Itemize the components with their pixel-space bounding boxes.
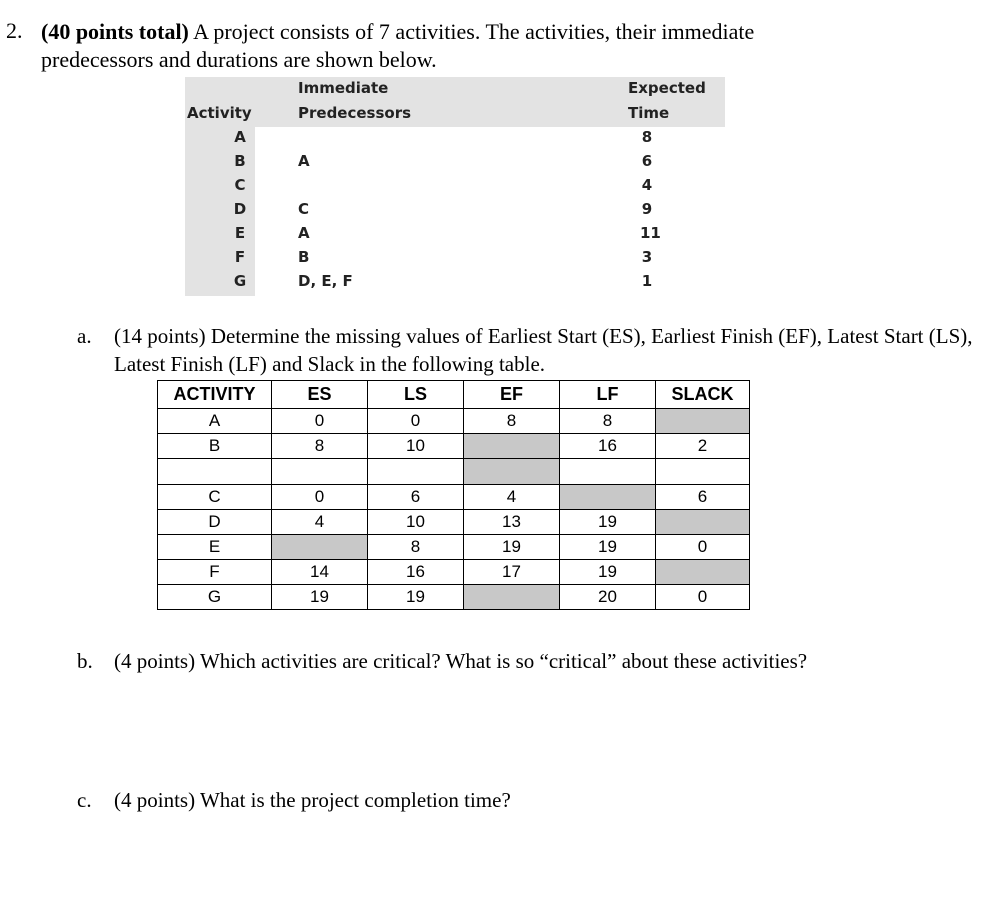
cell-ef: 19 <box>464 535 560 560</box>
cell-ls <box>368 459 464 485</box>
cell-ls: 19 <box>368 585 464 610</box>
activity-id: E <box>234 224 246 242</box>
cell-lf: 8 <box>560 409 656 434</box>
question-points: (40 points total) <box>41 19 189 44</box>
cell-ls: 0 <box>368 409 464 434</box>
table-row <box>158 434 750 459</box>
cell-activity: G <box>158 585 272 610</box>
activity-row <box>185 224 725 248</box>
question-text <box>41 18 941 74</box>
part-c-text: (4 points) What is the project completion time? <box>114 788 511 812</box>
header-es: ES <box>272 381 368 409</box>
cell-activity: D <box>158 510 272 535</box>
header-slack: SLACK <box>656 381 750 409</box>
cell-ls: 8 <box>368 535 464 560</box>
question-line2: predecessors and durations are shown below. <box>41 47 437 72</box>
cell-es: 4 <box>272 510 368 535</box>
question-number: 2. <box>6 18 23 43</box>
cell-lf: 20 <box>560 585 656 610</box>
header-time-line2: Time <box>628 104 670 122</box>
table-row <box>158 560 750 585</box>
activity-time: 11 <box>640 224 661 242</box>
activity-time: 1 <box>641 272 653 290</box>
cell-es: 8 <box>272 434 368 459</box>
activity-time: 3 <box>641 248 653 266</box>
table-row <box>158 535 750 560</box>
activity-id: A <box>234 128 246 146</box>
cell-activity: A <box>158 409 272 434</box>
activity-row <box>185 272 725 296</box>
header-ls: LS <box>368 381 464 409</box>
cell-slack-missing <box>656 409 750 434</box>
header-activity: ACTIVITY <box>158 381 272 409</box>
cell-lf: 19 <box>560 560 656 585</box>
cell-lf-missing <box>560 485 656 510</box>
cell-slack: 6 <box>656 485 750 510</box>
cell-ls: 16 <box>368 560 464 585</box>
cell-ef-missing <box>464 585 560 610</box>
cell-ls: 10 <box>368 434 464 459</box>
cell-lf: 19 <box>560 510 656 535</box>
activity-id: F <box>234 248 246 266</box>
part-a-label: a. <box>77 324 92 348</box>
cell-es: 14 <box>272 560 368 585</box>
header-ef: EF <box>464 381 560 409</box>
cell-lf: 16 <box>560 434 656 459</box>
cell-es: 0 <box>272 485 368 510</box>
activity-predecessors: A <box>298 152 310 170</box>
activity-row <box>185 128 725 152</box>
cell-slack-missing <box>656 510 750 535</box>
cell-ef: 4 <box>464 485 560 510</box>
cell-slack: 0 <box>656 535 750 560</box>
header-activity: Activity <box>187 104 252 122</box>
activity-predecessors: C <box>298 200 310 218</box>
activity-id: D <box>233 200 247 218</box>
activity-time: 6 <box>641 152 653 170</box>
cell-activity: F <box>158 560 272 585</box>
cell-activity <box>158 459 272 485</box>
cell-ls: 6 <box>368 485 464 510</box>
table-row <box>158 585 750 610</box>
cell-es: 0 <box>272 409 368 434</box>
header-predecessors-line1: Immediate <box>298 79 389 97</box>
cell-es-missing <box>272 535 368 560</box>
table-row <box>158 510 750 535</box>
header-lf: LF <box>560 381 656 409</box>
activity-id: G <box>233 272 247 290</box>
schedule-table <box>157 380 750 610</box>
cell-slack-missing <box>656 560 750 585</box>
cell-ef: 17 <box>464 560 560 585</box>
activity-predecessors: B <box>298 248 310 266</box>
activity-time: 8 <box>641 128 653 146</box>
cell-activity: E <box>158 535 272 560</box>
table-row <box>158 409 750 434</box>
part-b-label: b. <box>77 649 93 673</box>
activity-row <box>185 248 725 272</box>
activity-predecessors: A <box>298 224 310 242</box>
header-time-line1: Expected <box>628 79 706 97</box>
cell-ls: 10 <box>368 510 464 535</box>
part-b-text: (4 points) Which activities are critical? What is so “critical” about these activities? <box>114 649 808 673</box>
activity-row <box>185 200 725 224</box>
schedule-header-row <box>158 381 750 409</box>
cell-ef-missing <box>464 459 560 485</box>
question-line1: A project consists of 7 activities. The activities, their immediate <box>188 19 755 44</box>
part-a-text: (14 points) Determine the missing values of Earliest Start (ES), Earliest Finish (EF), Latest Start (LS), Latest Finish (LF) and Slack in the following table. <box>114 324 973 376</box>
cell-slack: 2 <box>656 434 750 459</box>
cell-lf <box>560 459 656 485</box>
table-row <box>158 459 750 485</box>
cell-es: 19 <box>272 585 368 610</box>
cell-slack <box>656 459 750 485</box>
cell-ef: 8 <box>464 409 560 434</box>
cell-lf: 19 <box>560 535 656 560</box>
activity-predecessors: D, E, F <box>298 272 353 290</box>
cell-activity: B <box>158 434 272 459</box>
activity-row <box>185 176 725 200</box>
cell-ef-missing <box>464 434 560 459</box>
activity-id: B <box>234 152 246 170</box>
header-predecessors-line2: Predecessors <box>298 104 412 122</box>
activity-time: 4 <box>641 176 653 194</box>
cell-activity: C <box>158 485 272 510</box>
activity-time: 9 <box>641 200 653 218</box>
cell-es <box>272 459 368 485</box>
activity-id: C <box>234 176 246 194</box>
cell-ef: 13 <box>464 510 560 535</box>
part-c-label: c. <box>77 788 92 812</box>
cell-slack: 0 <box>656 585 750 610</box>
table-row <box>158 485 750 510</box>
activity-row <box>185 152 725 176</box>
